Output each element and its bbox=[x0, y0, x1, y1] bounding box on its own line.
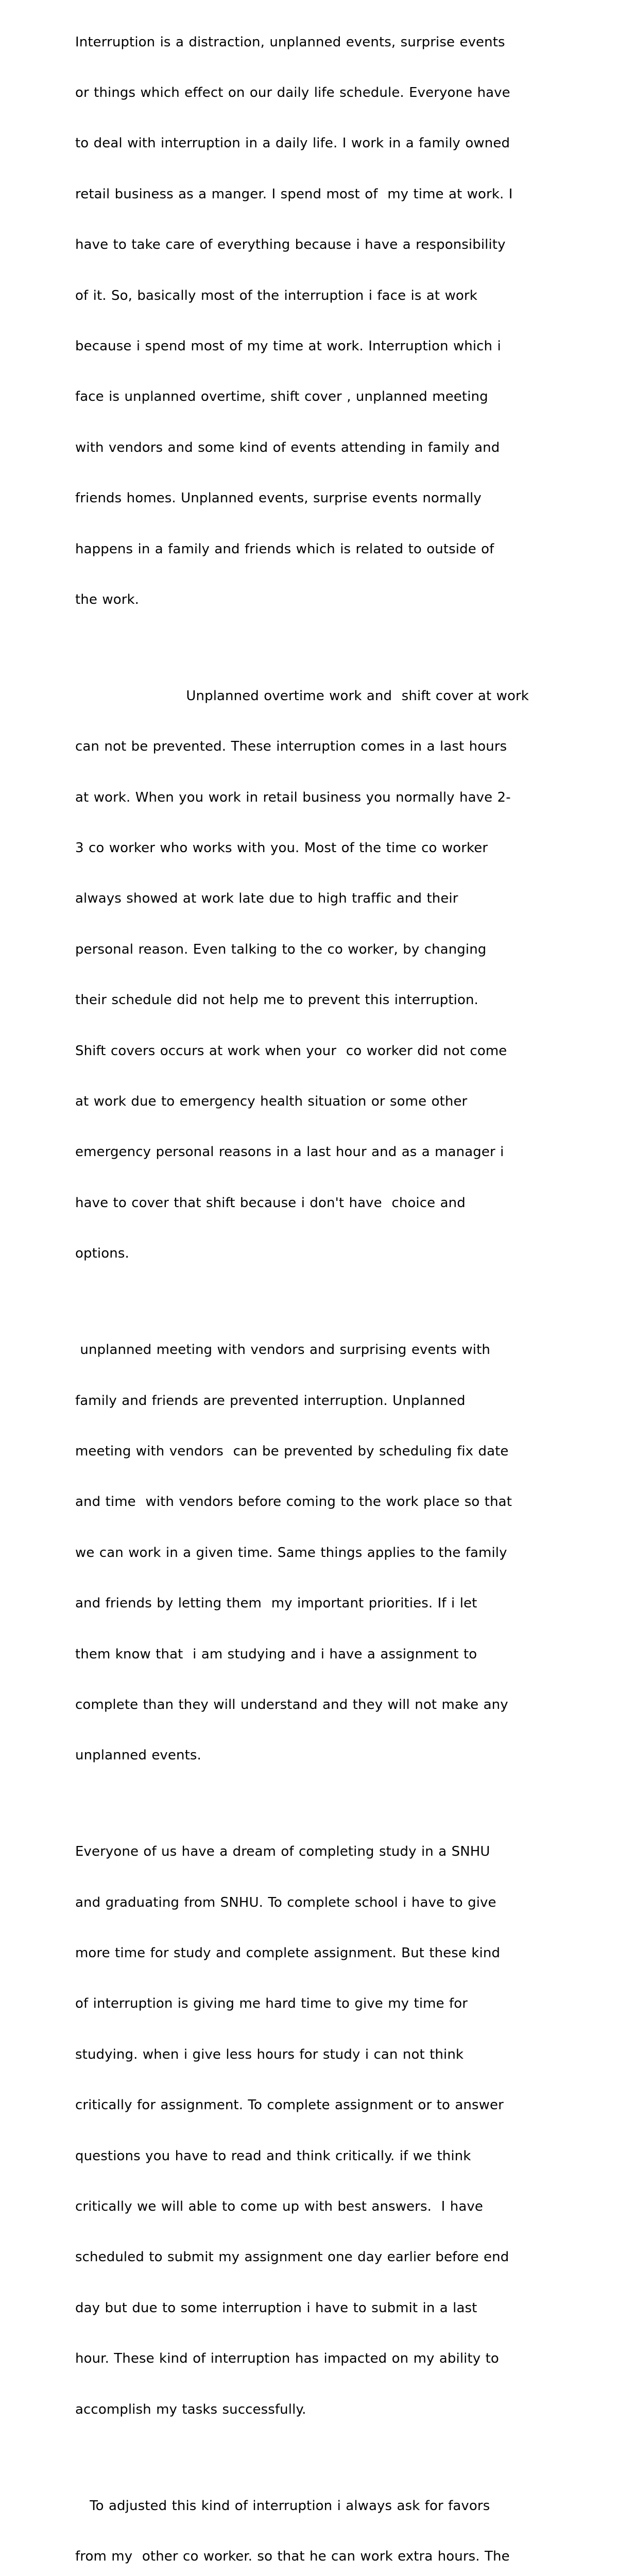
text-line: to deal with interruption in a daily life. I work in a family owned bbox=[75, 135, 510, 151]
text-line: questions you have to read and think critically. if we think bbox=[75, 2148, 471, 2164]
text-line: critically for assignment. To complete assignment or to answer bbox=[75, 2097, 504, 2113]
text-line: complete than they will understand and they will not make any bbox=[75, 1697, 508, 1713]
text-line: unplanned meeting with vendors and surprising events with bbox=[75, 1342, 490, 1358]
text-line: more time for study and complete assignment. But these kind bbox=[75, 1945, 501, 1961]
text-line: personal reason. Even talking to the co worker, by changing bbox=[75, 941, 487, 957]
paragraph-5 bbox=[75, 2464, 549, 2576]
text-line: unplanned events. bbox=[75, 1748, 201, 1764]
text-line: of it. So, basically most of the interruption i face is at work bbox=[75, 287, 477, 303]
text-line: Unplanned overtime work and shift cover at work bbox=[75, 688, 529, 704]
text-line: 3 co worker who works with you. Most of the time co worker bbox=[75, 840, 488, 856]
text-line: To adjusted this kind of interruption i always ask for favors bbox=[75, 2498, 490, 2514]
paragraph-1 bbox=[75, 0, 549, 642]
text-line: from my other co worker. so that he can work extra hours. The bbox=[75, 2548, 510, 2564]
text-line: can not be prevented. These interruption comes in a last hours bbox=[75, 739, 507, 755]
text-line: friends homes. Unplanned events, surprise events normally bbox=[75, 490, 482, 506]
text-line: accomplish my tasks successfully. bbox=[75, 2401, 306, 2417]
text-line: family and friends are prevented interruption. Unplanned bbox=[75, 1393, 466, 1409]
text-line: and graduating from SNHU. To complete school i have to give bbox=[75, 1894, 496, 1910]
text-line: and friends by letting them my important priorities. If i let bbox=[75, 1596, 477, 1612]
text-line: we can work in a given time. Same things applies to the family bbox=[75, 1545, 507, 1561]
text-line: face is unplanned overtime, shift cover , unplanned meeting bbox=[75, 389, 488, 405]
text-line: at work due to emergency health situation or some other bbox=[75, 1094, 468, 1109]
text-line: emergency personal reasons in a last hour and as a manager i bbox=[75, 1144, 504, 1160]
text-line: have to take care of everything because i have a responsibility bbox=[75, 237, 506, 253]
text-line: their schedule did not help me to prevent this interruption. bbox=[75, 992, 478, 1008]
paragraph-4 bbox=[75, 1810, 549, 2452]
text-line: always showed at work late due to high traffic and their bbox=[75, 891, 458, 907]
text-line: and time with vendors before coming to the work place so that bbox=[75, 1494, 512, 1510]
text-line: day but due to some interruption i have to submit in a last bbox=[75, 2300, 477, 2316]
text-line: critically we will able to come up with best answers. I have bbox=[75, 2199, 484, 2214]
text-line: hour. These kind of interruption has impacted on my ability to bbox=[75, 2351, 499, 2367]
document-body bbox=[75, 0, 549, 2576]
text-line: at work. When you work in retail business you normally have 2- bbox=[75, 789, 511, 805]
text-line: Everyone of us have a dream of completing study in a SNHU bbox=[75, 1844, 490, 1860]
text-line: or things which effect on our daily life schedule. Everyone have bbox=[75, 84, 510, 100]
text-line: them know that i am studying and i have a assignment to bbox=[75, 1646, 477, 1662]
text-line: have to cover that shift because i don't have choice and bbox=[75, 1195, 466, 1211]
text-line: studying. when i give less hours for study i can not think bbox=[75, 2046, 464, 2062]
text-line: with vendors and some kind of events attending in family and bbox=[75, 439, 500, 455]
text-line: of interruption is giving me hard time to give my time for bbox=[75, 1996, 468, 2012]
text-line: the work. bbox=[75, 591, 140, 607]
text-line: because i spend most of my time at work. Interruption which i bbox=[75, 338, 501, 354]
text-line: Shift covers occurs at work when your co worker did not come bbox=[75, 1043, 507, 1059]
text-line: Interruption is a distraction, unplanned events, surprise events bbox=[75, 34, 505, 50]
text-line: options. bbox=[75, 1246, 129, 1262]
text-line: meeting with vendors can be prevented by scheduling fix date bbox=[75, 1443, 509, 1459]
text-line: retail business as a manger. I spend most of my time at work. I bbox=[75, 186, 513, 202]
paragraph-3 bbox=[75, 1308, 549, 1798]
text-line: happens in a family and friends which is related to outside of bbox=[75, 541, 494, 557]
text-line: scheduled to submit my assignment one day earlier before end bbox=[75, 2249, 509, 2265]
paragraph-2 bbox=[75, 654, 549, 1296]
